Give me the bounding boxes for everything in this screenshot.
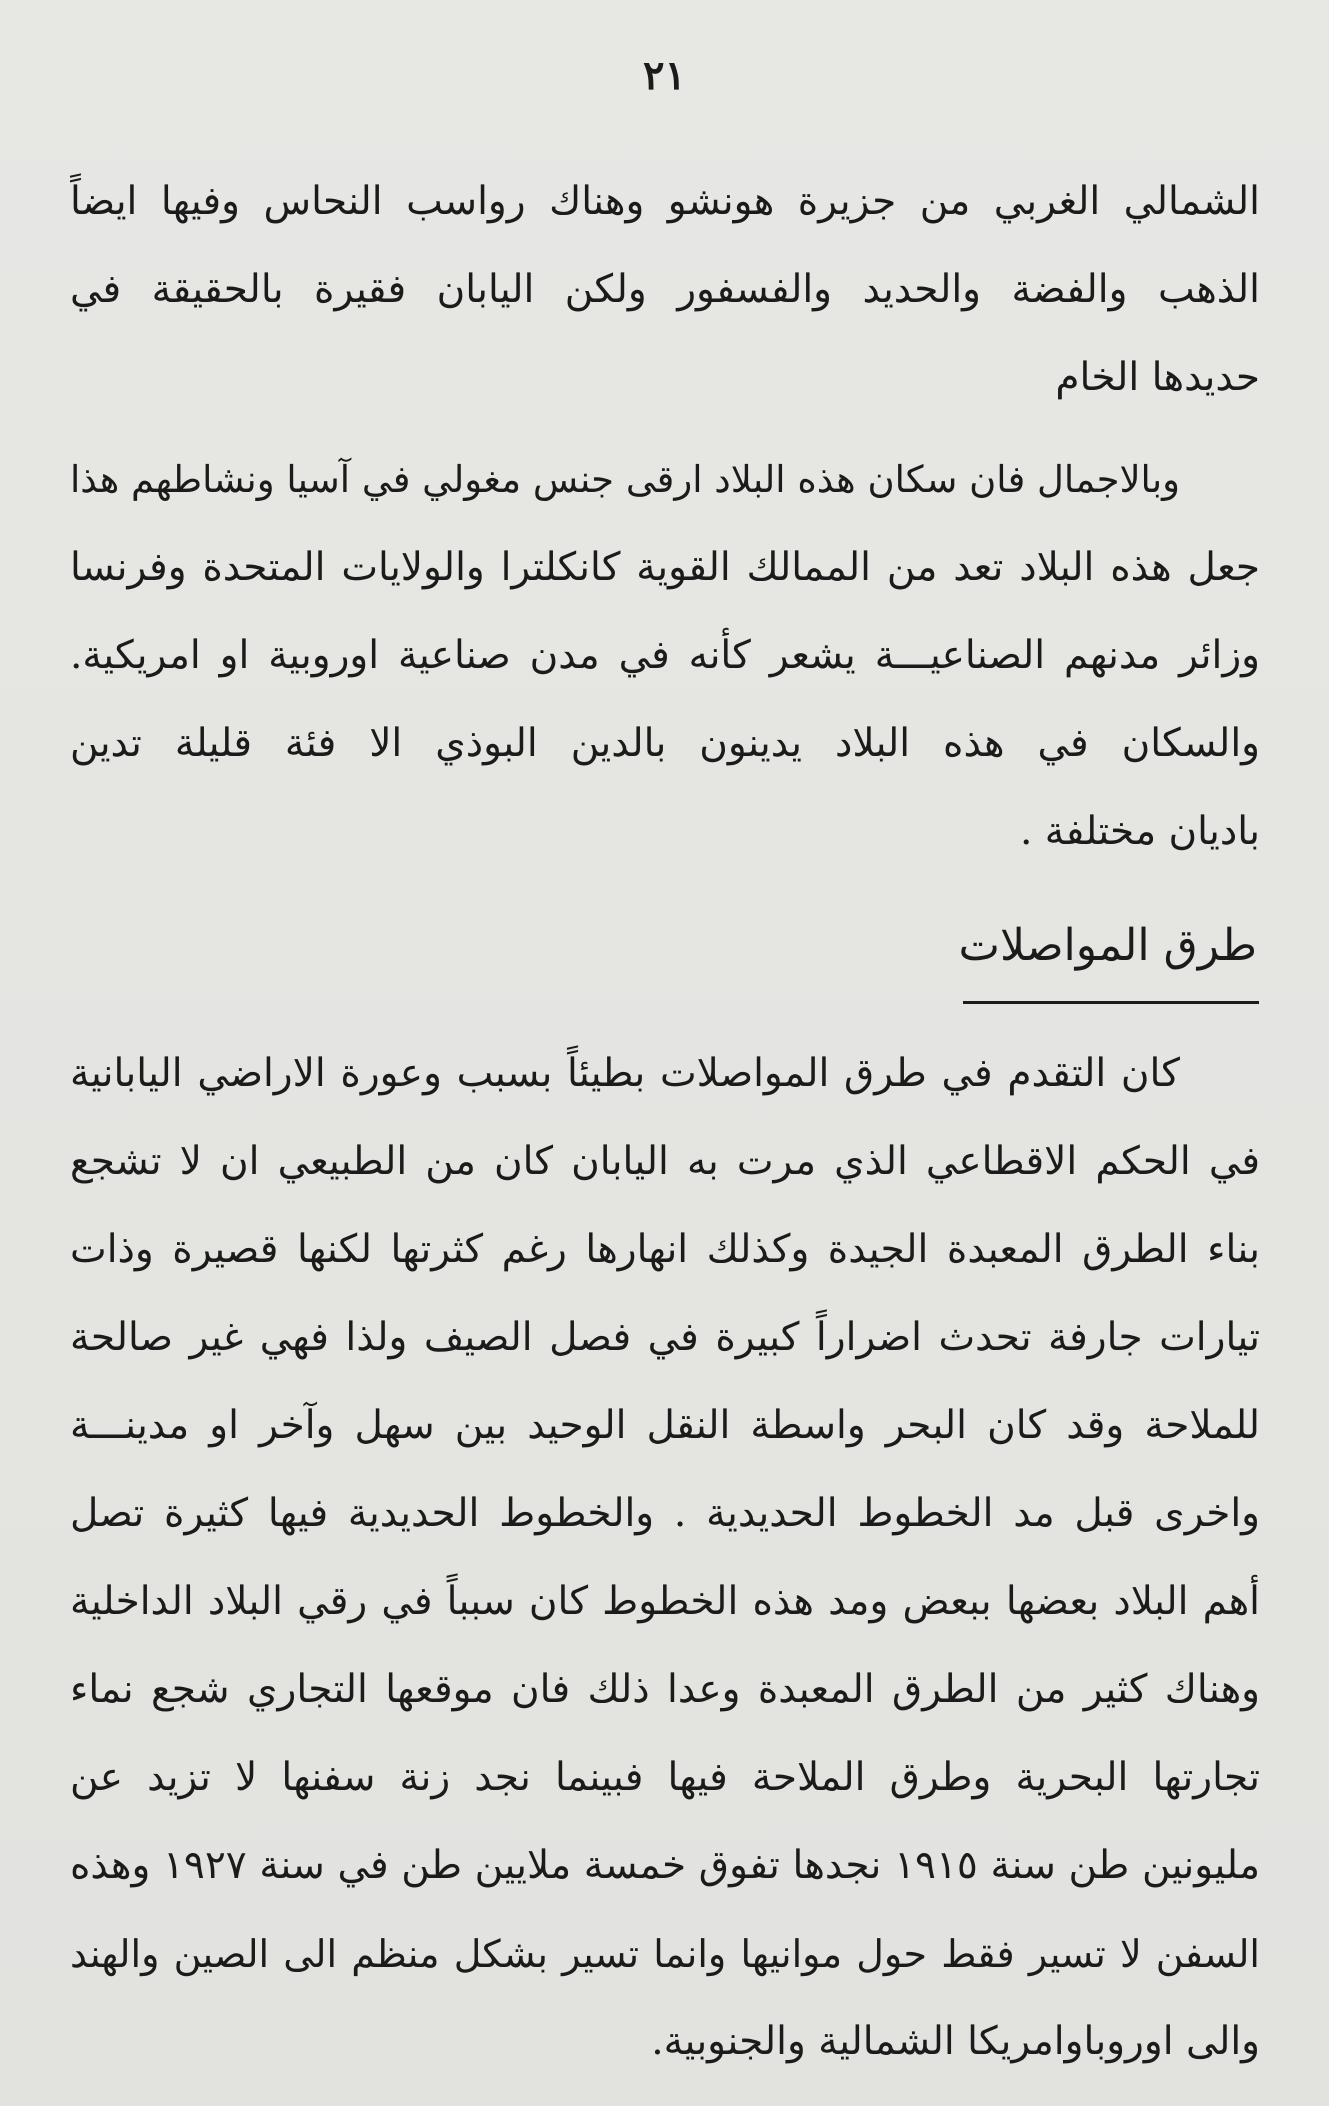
paragraph-population (70, 436, 1260, 876)
paragraph-transportation (70, 1030, 1260, 2086)
text-line: السفن لا تسير فقط حول موانيها وانما تسير بشكل منظم الى الصين والهند (70, 1932, 1260, 1976)
text-line: والى اوروباوامريكا الشمالية والجنوبية. (651, 2019, 1260, 2064)
text-line: والسكان في هذه البلاد يدينون بالدين البوذي الا فئة قليلة تدين (70, 721, 1260, 766)
text-line: وبالاجمال فان سكان هذه البلاد ارقى جنس مغولي في آسيا ونشاطهم هذا (70, 458, 1180, 501)
text-line: كان التقدم في طرق المواصلات بطيئاً بسبب وعورة الاراضي اليابانية (70, 1051, 1180, 1096)
text-line: وزائر مدنهم الصناعيـــة يشعر كأنه في مدن صناعية اوروبية او امريكية. (70, 633, 1260, 678)
text-line: واخرى قبل مد الخطوط الحديدية . والخطوط الحديدية فيها كثيرة تصل (70, 1491, 1260, 1536)
text-line: الذهب والفضة والحديد والفسفور ولكن اليابان فقيرة بالحقيقة في (70, 267, 1260, 312)
text-line: في الحكم الاقطاعي الذي مرت به اليابان كان من الطبيعي ان لا تشجع (70, 1139, 1260, 1184)
text-line: حديدها الخام (1055, 355, 1260, 400)
text-line: للملاحة وقد كان البحر واسطة النقل الوحيد بين سهل وآخر او مدينـــة (70, 1403, 1260, 1448)
text-line: الشمالي الغربي من جزيرة هونشو وهناك رواسب النحاس وفيها ايضاً (70, 179, 1260, 224)
text-line: بناء الطرق المعبدة الجيدة وكذلك انهارها رغم كثرتها لكنها قصيرة وذات (70, 1227, 1260, 1272)
paragraph-mineral-resources (70, 158, 1260, 422)
heading-underline (963, 1001, 1259, 1004)
text-line: أهم البلاد بعضها ببعض ومد هذه الخطوط كان سبباً في رقي البلاد الداخلية (70, 1579, 1260, 1624)
section-heading: طرق المواصلات (958, 920, 1257, 971)
text-line: باديان مختلفة . (1019, 809, 1260, 854)
page-number: ٢١ (643, 52, 686, 99)
text-line: تجارتها البحرية وطرق الملاحة فيها فبينما نجد زنة سفنها لا تزيد عن (70, 1755, 1260, 1800)
text-line: تيارات جارفة تحدث اضراراً كبيرة في فصل الصيف ولذا فهي غير صالحة (70, 1315, 1260, 1360)
text-line: جعل هذه البلاد تعد من الممالك القوية كانكلترا والولايات المتحدة وفرنسا (70, 545, 1260, 590)
text-line: وهناك كثير من الطرق المعبدة وعدا ذلك فان موقعها التجاري شجع نماء (70, 1667, 1260, 1712)
text-line: مليونين طن سنة ١٩١٥ نجدها تفوق خمسة ملايين طن في سنة ١٩٢٧ وهذه (70, 1843, 1260, 1888)
